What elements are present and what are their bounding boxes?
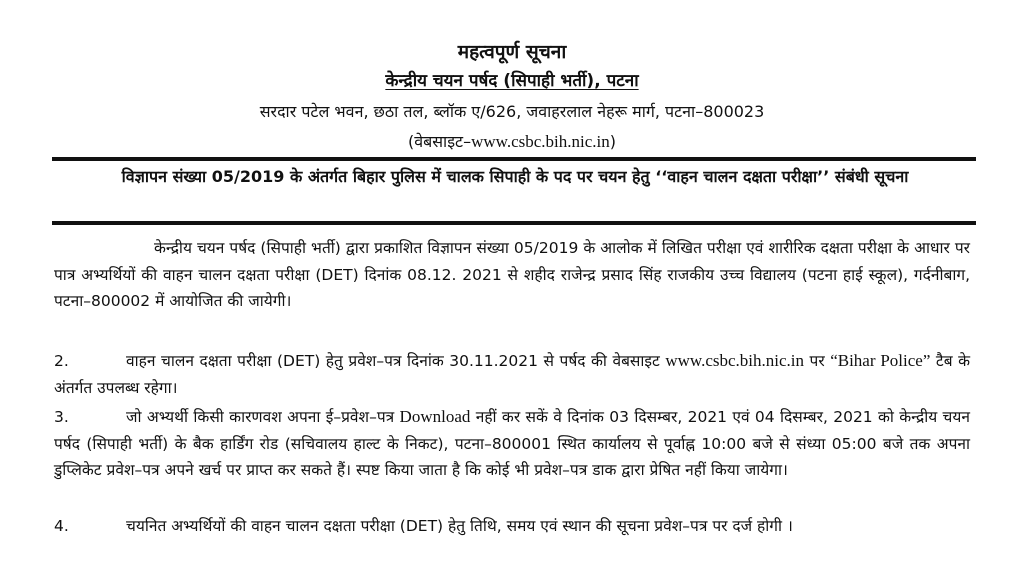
office-address: सरदार पटेल भवन, छठा तल, ब्लॉक ए/626, जवाहरलाल नेहरू मार्ग, पटना–800023 <box>259 102 765 121</box>
paragraph-number: 4. <box>54 517 69 535</box>
paragraph-1: केन्द्रीय चयन पर्षद (सिपाही भर्ती) द्वारा प्रकाशित विज्ञापन संख्या 05/2019 के आलोक में लिखित परीक्षा एवं शारीरिक दक्षता परीक्षा के आधार पर पात्र अभ्यर्थियों की वाहन चालन दक्षता परीक्षा (DET) दिनांक 08.12. 2021 से शहीद राजेन्द्र प्रसाद सिंह राजकीय उच्च विद्यालय (पटना हाई स्कूल), गर्दनीबाग, पटना–800002 में आयोजित की जायेगी। <box>54 239 970 310</box>
paragraph-2-website-link[interactable]: www.csbc.bih.nic.in <box>665 351 805 370</box>
paragraph-number: 2. <box>54 352 69 370</box>
organization-name <box>0 68 1024 91</box>
website-prefix: (वेबसाइट– <box>407 132 472 151</box>
notice-title: महत्वपूर्ण सूचना <box>457 41 567 63</box>
website-line <box>0 130 1024 152</box>
download-word: Download <box>399 407 471 426</box>
paragraph-number: 3. <box>54 408 69 426</box>
subject-heading: विज्ञापन संख्या 05/2019 के अंतर्गत बिहार पुलिस में चालक सिपाही के पद पर चयन हेतु ‘‘वाहन चालन दक्षता परीक्षा’’ संबंधी सूचना <box>121 167 909 186</box>
paragraph-2-text-a: वाहन चालन दक्षता परीक्षा (DET) हेतु प्रवेश–पत्र दिनांक 30.11.2021 से पर्षद की वेबसाइट <box>126 352 666 370</box>
paragraph-3-text-b: नहीं कर सकें वे दिनांक 03 दिसम्बर, 2021 एवं 04 दिसम्बर, 2021 को केन्द्रीय चयन पर्षद (सिपाही भर्ती) के बैक हार्डिंग रोड (सचिवालय हाल्ट के निकट), पटना–800001 स्थित कार्यालय से पूर्वाह्न 10:00 बजे से संध्या 05:00 बजे तक अपना डुप्लिकेट प्रवेश–पत्र अपने खर्च पर प्राप्त कर सकते हैं। स्पष्ट किया जाता है कि कोई भी प्रवेश–पत्र डाक द्वारा प्रेषित नहीं किया जायेगा। <box>54 408 970 479</box>
subject-top-rule <box>52 157 976 161</box>
website-link[interactable]: www.csbc.bih.nic.in <box>471 132 610 151</box>
subject-bottom-rule <box>52 221 976 225</box>
paragraph-2 <box>54 348 970 401</box>
paragraph-3-text-a: जो अभ्यर्थी किसी कारणवश अपना ई–प्रवेश–पत्र <box>126 408 400 426</box>
organization-name-text: केन्द्रीय चयन पर्षद (सिपाही भर्ती), पटना <box>385 71 639 91</box>
bihar-police-tab-name: “Bihar Police” <box>830 351 931 370</box>
website-suffix: ) <box>609 132 617 151</box>
paragraph-2-text-b: पर <box>804 352 831 370</box>
paragraph-3 <box>54 404 970 484</box>
paragraph-4-text: चयनित अभ्यर्थियों की वाहन चालन दक्षता परीक्षा (DET) हेतु तिथि, समय एवं स्थान की सूचना प्रवेश–पत्र पर दर्ज होगी । <box>126 517 793 535</box>
paragraph-4 <box>54 513 970 540</box>
paragraph-2-text-c: टैब के अंतर्गत उपलब्ध रहेगा। <box>54 352 971 397</box>
